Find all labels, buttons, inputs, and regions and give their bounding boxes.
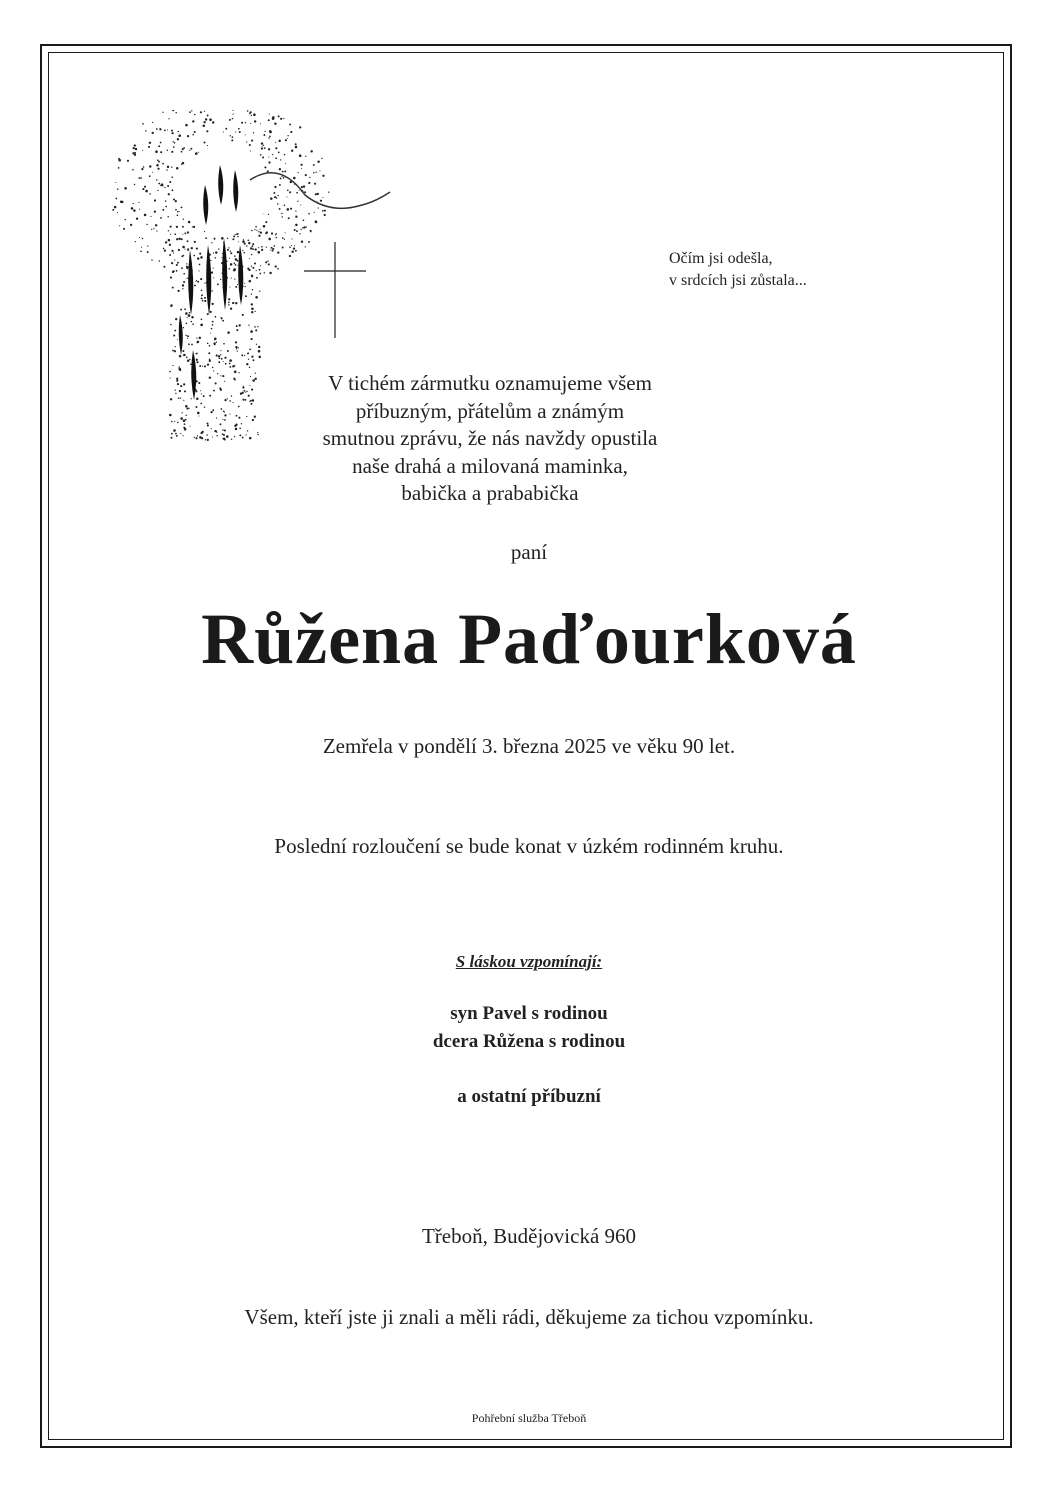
announcement-line-4: naše drahá a milovaná maminka, <box>352 453 628 478</box>
death-info: Zemřela v pondělí 3. března 2025 ve věku 90 let. <box>322 734 736 758</box>
farewell-info: Poslední rozloučení se bude konat v úzkém rodinném kruhu. <box>274 834 784 858</box>
mourner-line-2: dcera Růžena s rodinou <box>432 1031 626 1052</box>
motto-line-1: Očím jsi odešla, <box>669 250 773 267</box>
mourners-heading: S láskou vzpomínají: <box>455 952 603 971</box>
motto <box>669 248 807 292</box>
mourner-line-1: syn Pavel s rodinou <box>450 1003 608 1024</box>
thanks: Všem, kteří jste ji znali a měli rádi, děkujeme za tichou vzpomínku. <box>244 1305 814 1329</box>
cross-icon <box>304 242 366 338</box>
announcement <box>240 370 740 508</box>
mourners-list <box>0 1000 1058 1056</box>
deceased-name: Růžena Paďourková <box>201 599 857 679</box>
announcement-line-3: smutnou zprávu, že nás navždy opustila <box>322 426 658 450</box>
mourners-relatives: a ostatní příbuzní <box>457 1086 601 1107</box>
motto-line-2: v srdcích jsi zůstala... <box>669 272 807 289</box>
honorific: paní <box>510 540 548 564</box>
announcement-line-1: V tichém zármutku oznamujeme všem <box>328 371 652 395</box>
funeral-service-footer: Pohřební služba Třeboň <box>471 1411 587 1425</box>
announcement-line-5: babička a prababička <box>401 481 579 505</box>
announcement-line-2: příbuzným, přátelům a známým <box>355 398 625 423</box>
address: Třeboň, Budějovická 960 <box>421 1224 637 1248</box>
